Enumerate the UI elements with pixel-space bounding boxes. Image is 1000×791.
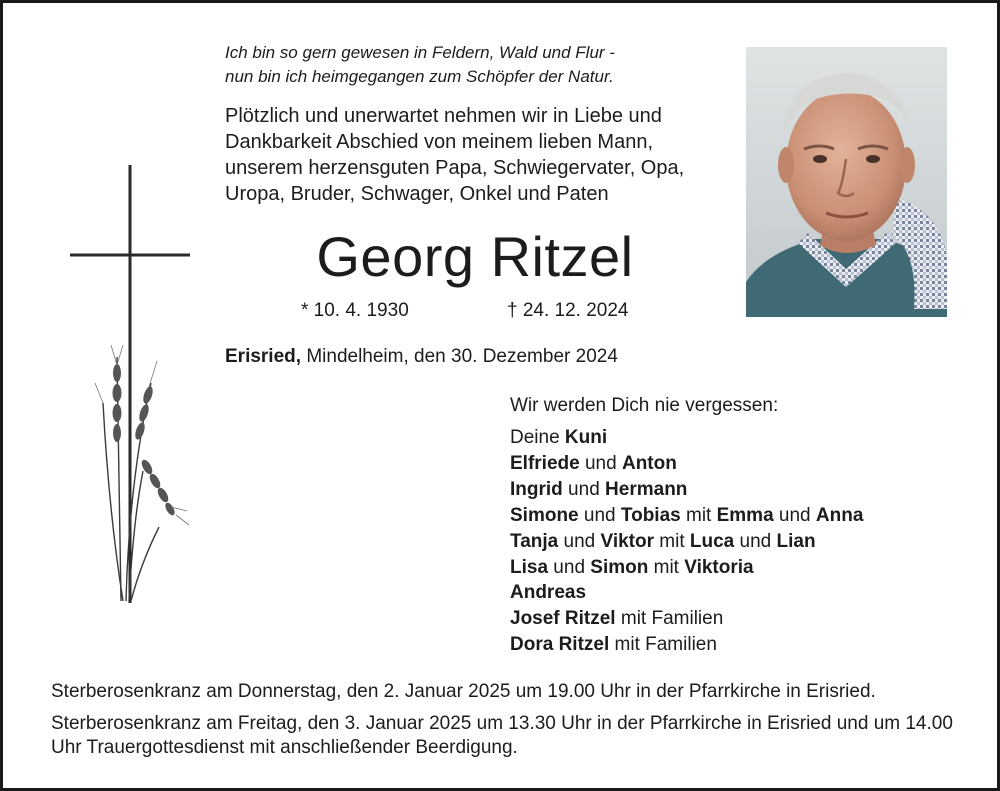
mourner-name: Tobias: [620, 504, 681, 526]
mourner-name: Tanja: [510, 530, 559, 552]
mourner-line: [510, 606, 960, 632]
mourner-name: Emma: [716, 504, 774, 526]
mourner-name: Josef Ritzel: [510, 608, 616, 630]
mourners-list: [510, 425, 960, 658]
mourner-name: Anna: [815, 504, 864, 526]
mourner-connector: und: [562, 478, 606, 500]
death-date: † 24. 12. 2024: [507, 300, 629, 321]
service-rosary-friday: Sterberosenkranz am Freitag, den 3. Januar 2025 um 13.30 Uhr in der Pfarrkirche in Erisried und um 14.00 Uhr Trauergottesdienst mit anschließender Beerdigung.: [51, 713, 953, 758]
mourner-connector: und: [548, 556, 591, 578]
place-and-date: [225, 345, 745, 369]
intro-line: Plötzlich und unerwartet nehmen wir in Liebe und: [225, 105, 662, 127]
mourner-line: [510, 555, 960, 581]
mourner-connector: mit Familien: [609, 634, 717, 656]
mourner-name: Elfriede: [510, 452, 580, 474]
mourner-line: [510, 503, 960, 529]
mourner-connector: mit: [648, 556, 685, 578]
mourner-name: Andreas: [510, 582, 587, 604]
mourner-name: Dora Ritzel: [510, 634, 610, 656]
mourner-line: [510, 425, 960, 451]
mourner-connector: Deine: [510, 427, 565, 448]
place-rest: Mindelheim, den 30. Dezember 2024: [301, 346, 618, 367]
mourner-name: Viktoria: [684, 556, 754, 578]
motto-line-2: nun bin ich heimgegangen zum Schöpfer der Natur.: [225, 67, 614, 86]
service-rosary-thursday: Sterberosenkranz am Donnerstag, den 2. Januar 2025 um 19.00 Uhr in der Pfarrkirche in Erisried.: [51, 681, 876, 702]
mourner-name: Viktor: [600, 530, 654, 552]
mourner-name: Luca: [689, 530, 735, 552]
mourner-name: Kuni: [564, 427, 608, 448]
mourner-line: [510, 451, 960, 477]
motto-verse: [225, 41, 705, 89]
mourner-name: Simon: [590, 556, 649, 578]
wheat-drawing: [91, 343, 191, 608]
intro-line: Uropa, Bruder, Schwager, Onkel und Paten: [225, 183, 609, 205]
mourner-connector: und: [773, 504, 816, 526]
intro-line: unserem herzensguten Papa, Schwiegervater, Opa,: [225, 157, 685, 179]
mourner-name: Lisa: [510, 556, 549, 578]
mourner-name: Ingrid: [510, 478, 563, 500]
mourner-line: [510, 580, 960, 606]
mourner-connector: und: [734, 530, 777, 552]
service-info: [51, 680, 971, 760]
mourner-name: Anton: [621, 452, 677, 474]
mourner-connector: mit: [680, 504, 717, 526]
mourner-connector: mit: [654, 530, 690, 552]
mourner-line: [510, 632, 960, 658]
mourner-name: Simone: [510, 504, 579, 526]
birth-date: * 10. 4. 1930: [301, 300, 409, 321]
deceased-name: Georg Ritzel: [316, 225, 634, 288]
mourner-connector: und: [579, 452, 622, 474]
intro-text: [225, 103, 725, 207]
wheat-icon: [91, 343, 191, 613]
intro-line: Dankbarkeit Abschied von meinem lieben Mann,: [225, 131, 654, 153]
mourner-name: Hermann: [605, 478, 688, 500]
mourner-connector: mit Familien: [615, 608, 724, 630]
mourner-connector: und: [558, 530, 601, 552]
mourners-lead: Wir werden Dich nie vergessen:: [510, 395, 779, 416]
motto-line-1: Ich bin so gern gewesen in Feldern, Wald und Flur -: [225, 43, 615, 62]
portrait-photo: [746, 47, 947, 317]
place-town: Erisried,: [225, 346, 302, 367]
mourner-connector: und: [578, 504, 621, 526]
mourner-line: [510, 477, 960, 503]
mourner-name: Lian: [776, 530, 816, 552]
mourner-line: [510, 529, 960, 555]
portrait-drawing: [746, 47, 947, 317]
